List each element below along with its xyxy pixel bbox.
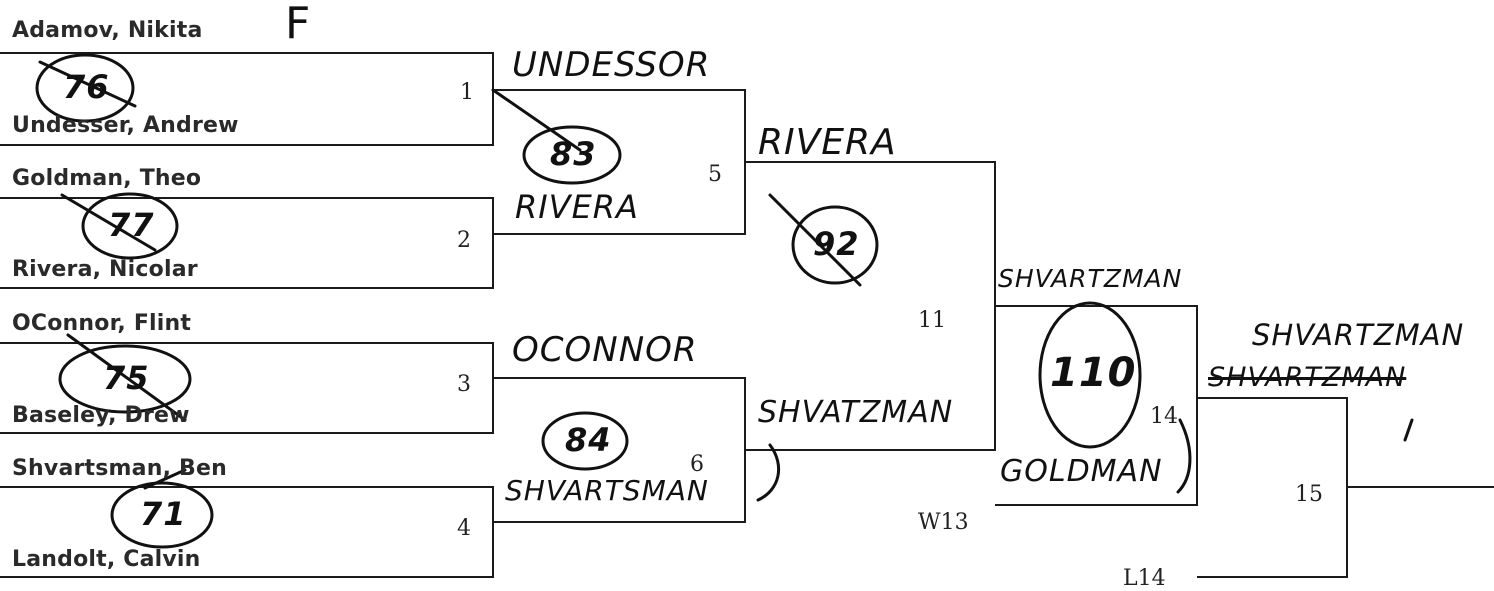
winner-bout-1: UNDESSOR: [512, 45, 711, 85]
bout-number-4: 4: [457, 516, 471, 541]
bout-number-3: 3: [457, 372, 471, 397]
player-undesser: Undesser, Andrew: [12, 113, 239, 138]
score-bout-2: 77: [108, 206, 155, 244]
bout-15-lines: [1197, 398, 1347, 577]
feed-label-l14: L14: [1123, 566, 1166, 591]
player-adamov: Adamov, Nikita: [12, 18, 203, 43]
bout-number-15: 15: [1295, 482, 1323, 507]
score-bout-11: 92: [813, 225, 860, 263]
pen-curve-14: [1178, 420, 1190, 492]
player-baseley: Baseley, Drew: [12, 403, 190, 428]
bout-number-5: 5: [708, 162, 722, 187]
player-shvartsman: Shvartsman, Ben: [12, 456, 227, 481]
bout-number-2: 2: [457, 228, 471, 253]
player-landolt: Landolt, Calvin: [12, 547, 201, 572]
pen-tick-15: [1405, 420, 1412, 440]
score-bout-4: 71: [140, 495, 187, 533]
winner-bout-14-struck: SHVARTZMAN: [1208, 362, 1407, 393]
score-bout-14: 110: [1050, 350, 1137, 396]
score-bout-1: 76: [63, 68, 110, 106]
handwritten-mark: F: [285, 0, 312, 49]
winner-bout-14: SHVARTZMAN: [1252, 318, 1465, 352]
score-bout-6: 84: [565, 421, 612, 459]
pen-curve-6: [758, 445, 779, 500]
score-bout-3: 75: [103, 359, 150, 397]
score-bout-5: 83: [550, 135, 597, 173]
bout-number-14: 14: [1150, 404, 1178, 429]
player-rivera: Rivera, Nicolar: [12, 257, 198, 282]
winner-bout-3: OCONNOR: [512, 330, 698, 370]
loser-feed-bout-14: GOLDMAN: [1000, 454, 1163, 489]
player-oconnor: OConnor, Flint: [12, 311, 192, 336]
feed-label-w13: W13: [918, 510, 969, 535]
winner-bout-11: SHVARTZMAN: [998, 264, 1183, 293]
winner-bout-4: SHVARTSMAN: [505, 474, 709, 507]
winner-bout-2: RIVERA: [515, 188, 639, 226]
winner-bout-6: SHVATZMAN: [758, 395, 954, 430]
bout-number-1: 1: [460, 80, 474, 105]
bout-number-6: 6: [690, 452, 704, 477]
bout-number-11: 11: [918, 308, 946, 333]
player-goldman: Goldman, Theo: [12, 166, 202, 191]
winner-bout-5: RIVERA: [758, 122, 897, 163]
